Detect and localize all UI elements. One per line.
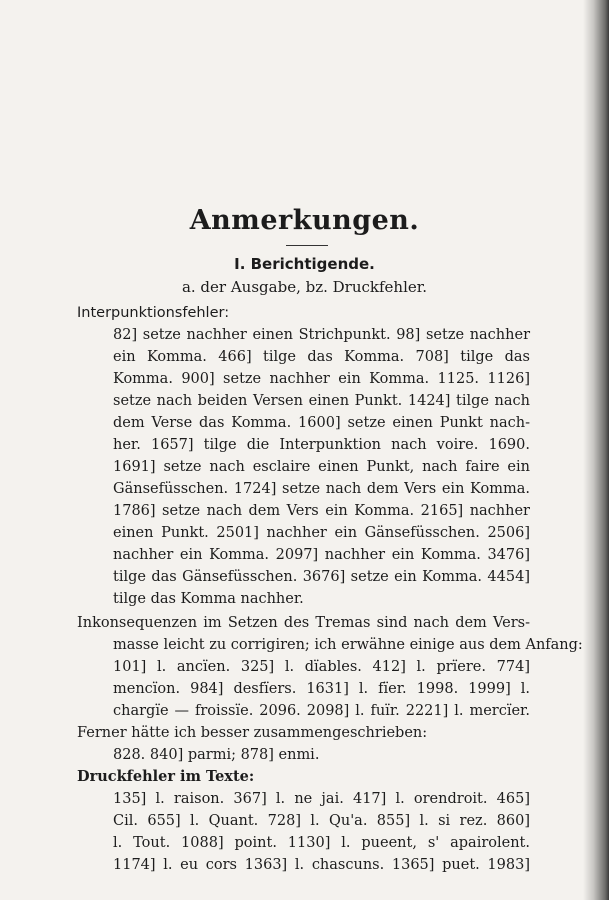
interpunktion-line: dem Verse das Komma. 1600] setze einen Punkt nach- [113,415,530,431]
interpunktion-line: tilge das Gänsefüsschen. 3676] setze ein Komma. 4454] [113,569,530,585]
title-rule [286,245,328,246]
interpunktion-line: her. 1657] tilge die Interpunktion nach voire. 1690. [113,437,530,453]
ferner-heading: Ferner hätte ich besser zusammengeschrieben: [77,725,428,741]
page-title: Anmerkungen. [189,205,420,236]
interpunktion-line: nachher ein Komma. 2097] nachher ein Komma. 3476] [113,547,530,563]
interpunktion-line: Komma. 900] setze nachher ein Komma. 1125. 1126] [113,371,530,387]
page-edge-shadow [583,0,609,900]
druckfehler-line: 135] l. raison. 367] l. ne jai. 417] l. orendroit. 465] [113,791,530,807]
interpunktion-line: ein Komma. 466] tilge das Komma. 708] tilge das [113,349,530,365]
ferner-line: 828. 840] parmi; 878] enmi. [113,747,320,763]
interpunktion-line: 1786] setze nach dem Vers ein Komma. 2165] nachher [113,503,530,519]
druckfehler-line: 1174] l. eu cors 1363] l. chascuns. 1365] puet. 1983] [113,857,530,873]
druckfehler-heading: Druckfehler im Texte: [77,768,255,785]
interpunktion-line: setze nach beiden Versen einen Punkt. 1424] tilge nach [113,393,530,409]
druckfehler-line: Cil. 655] l. Quant. 728] l. Qu'a. 855] l. si rez. 860] [113,813,530,829]
section-heading: I. Berichtigende. [234,255,375,273]
interpunktion-line: einen Punkt. 2501] nachher ein Gänsefüsschen. 2506] [113,525,530,541]
subsection-heading: a. der Ausgabe, bz. Druckfehler. [181,278,428,296]
interpunktion-line: 82] setze nachher einen Strichpunkt. 98] setze nachher [113,327,530,343]
druckfehler-line: l. Tout. 1088] point. 1130] l. pueent, s' apairolent. [113,835,530,851]
interpunktion-heading: Interpunktionsfehler: [77,305,230,321]
inkonsequenzen-heading: masse leicht zu corrigiren; ich erwähne einige aus dem Anfang: [113,637,583,653]
inkonsequenzen-heading: Inkonsequenzen im Setzen des Tremas sind nach dem Vers- [77,615,530,631]
interpunktion-line: Gänsefüsschen. 1724] setze nach dem Vers ein Komma. [113,481,530,497]
inkonsequenzen-line: chargïe — froissïe. 2096. 2098] l. fuïr. 2221] l. mercïer. [113,703,530,719]
interpunktion-line: 1691] setze nach esclaire einen Punkt, nach faire ein [113,459,530,475]
inkonsequenzen-line: 101] l. ancïen. 325] l. dïables. 412] l. prïere. 774] [113,659,530,675]
inkonsequenzen-line: mencïon. 984] desfïers. 1631] l. fïer. 1998. 1999] l. [113,681,530,697]
interpunktion-line: tilge das Komma nachher. [113,591,304,607]
